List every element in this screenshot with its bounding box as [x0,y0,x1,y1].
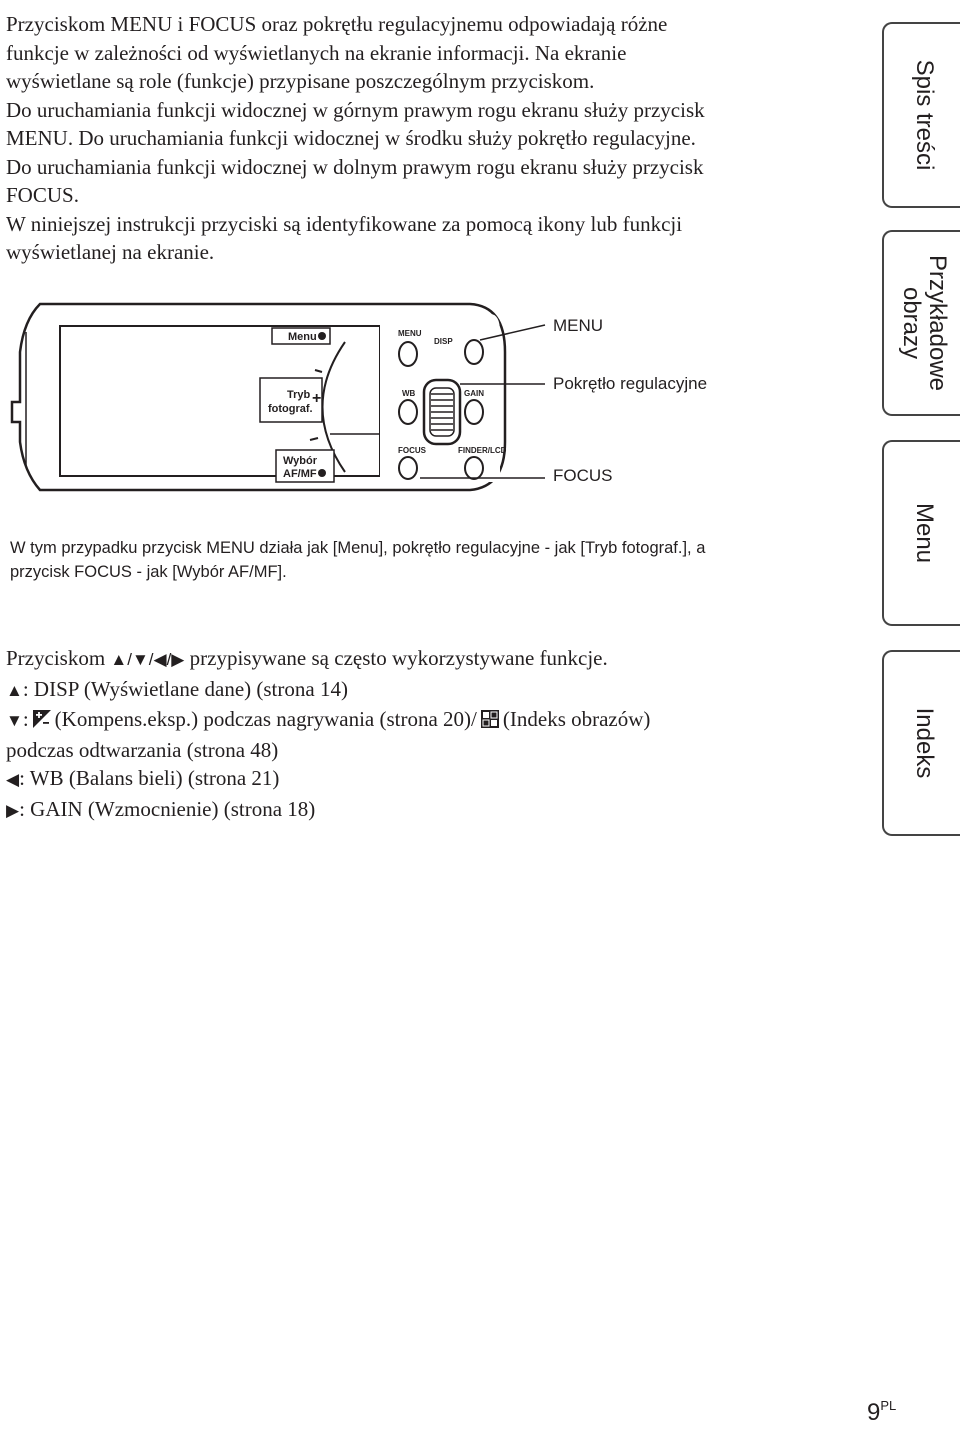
assignment-left-text: : WB (Balans bieli) (strona 21) [19,766,280,790]
wb-button [399,400,417,424]
assignment-down [6,705,856,736]
screen-label-tryb-2: fotograf. [268,403,313,415]
intro-line: Przyciskom MENU i FOCUS oraz pokrętłu regulacyjnemu odpowiadają różne [6,12,668,36]
button-label-finder: FINDER/LCD [458,446,507,455]
button-label-focus: FOCUS [398,446,426,455]
tab-przykladowe-obrazy[interactable] [882,230,960,416]
tab-indeks[interactable] [882,650,960,836]
assignment-down-text-b: (Indeks obrazów) [502,707,651,731]
caption-line: przycisk FOCUS - jak [Wybór AF/MF]. [10,563,287,581]
intro-line: wyświetlanej na ekranie. [6,240,215,264]
screen-label-menu: Menu [288,331,317,343]
tab-label: Spis treści [911,59,938,171]
gain-button [465,400,483,424]
intro-line: MENU. Do uruchamiania funkcji widocznej w środku służy pokrętło regulacyjne. [6,126,696,150]
screen-label-wybor-1: Wybór [283,455,318,467]
right-arrow-icon: ▶ [6,800,20,820]
assignments-intro [6,644,856,675]
up-arrow-icon: ▲ [6,680,23,700]
intro-line: wyświetlane są role (funkcje) przypisane poszczególnym przyciskom. [6,69,595,93]
button-label-wb: WB [402,389,416,398]
image-index-icon [481,710,499,728]
menu-button [399,342,417,366]
intro-line: funkcje w zależności od wyświetlanych na ekranie informacji. Na ekranie [6,40,627,65]
intro-line: W niniejszej instrukcji przyciski są identyfikowane za pomocą ikony lub funkcji [6,211,683,236]
button-label-menu: MENU [398,329,422,338]
camera-illustration [0,292,860,522]
tab-spis-tresci[interactable] [882,22,960,208]
page-number [867,1398,896,1427]
plus-icon: + [312,390,322,407]
exposure-compensation-icon [33,710,51,728]
page-number-value: 9 [867,1399,881,1426]
tab-label: Indeks [911,707,938,779]
page-number-suffix: PL [880,1398,897,1413]
left-arrow-icon: ◀ [6,770,20,789]
callout-focus: FOCUS [553,466,613,485]
focus-button [399,457,417,479]
caption-line: W tym przypadku przycisk MENU działa jak [Menu], pokrętło regulacyjne - jak [Tryb fotograf.], a [10,539,706,557]
dot-icon [318,332,326,340]
arrow-keys-icon: ▲/▼/◀/▶ [110,650,185,669]
tab-label: Menu [911,502,938,564]
screen-label-tryb-1: Tryb [287,389,311,401]
screen-label-wybor-2: AF/MF [283,468,317,480]
assignment-left [6,764,856,795]
finder-lcd-button [465,457,483,479]
assignment-up-text: : DISP (Wyświetlane dane) (strona 14) [22,676,348,701]
dial-ridges [431,394,453,430]
intro-line: Do uruchamiania funkcji widocznej w dolnym prawym rogu ekranu służy przycisk [6,154,704,179]
button-label-disp: DISP [434,337,453,346]
assignment-right [6,795,856,826]
intro-line: FOCUS. [6,183,79,207]
intro-suffix: przypisywane są często wykorzystywane funkcje. [184,646,608,670]
diagram-caption [10,536,850,584]
intro-line: Do uruchamiania funkcji widocznej w górnym prawym rogu ekranu służy przycisk [6,97,705,122]
assignment-right-text: : GAIN (Wzmocnienie) (strona 18) [19,796,316,821]
down-arrow-icon: ▼ [6,711,23,730]
tab-menu[interactable] [882,440,960,626]
intro-prefix: Przyciskom [6,646,111,670]
intro-paragraph [6,10,856,267]
assignments-block [6,644,856,825]
callout-dial: Pokrętło regulacyjne [553,374,708,393]
button-label-gain: GAIN [464,389,484,398]
assignment-up [6,675,856,706]
tab-label: Przykładowe obrazy [898,254,951,392]
assignment-down-sep: : [22,707,29,731]
assignment-down-text-a: (Kompens.eksp.) podczas nagrywania (strona 20)/ [54,707,477,731]
callout-menu: MENU [553,316,604,335]
top-right-button [465,340,483,364]
assignment-down-line2: podczas odtwarzania (strona 48) [6,737,279,762]
